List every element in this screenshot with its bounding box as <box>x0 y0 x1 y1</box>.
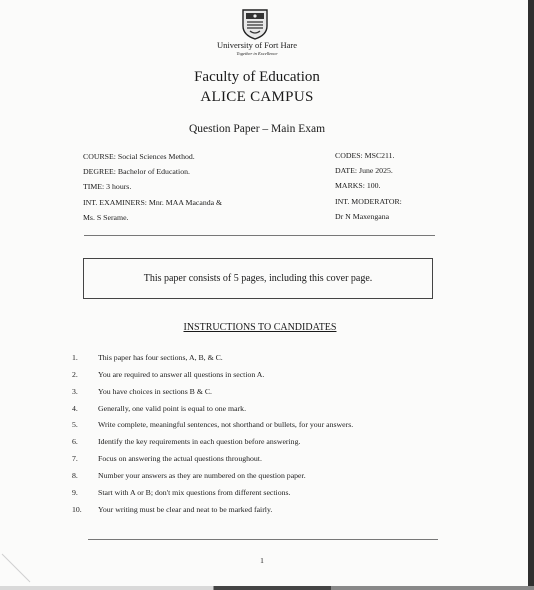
item-text: Generally, one valid point is equal to one mark. <box>98 403 247 413</box>
item-text: Identify the key requirements in each question before answering. <box>98 437 301 447</box>
university-crest-icon <box>241 8 269 40</box>
university-motto: Together in Excellence <box>236 51 278 56</box>
item-number: 5. <box>72 420 78 430</box>
instructions-list <box>72 353 353 521</box>
list-item <box>72 387 353 404</box>
time-line: TIME: 3 hours. <box>83 182 132 192</box>
codes-line: CODES: MSC211. <box>335 151 395 160</box>
divider <box>84 235 435 236</box>
examiners-line: INT. EXAMINERS: Mnr. MAA Macanda & <box>83 197 223 207</box>
list-item <box>72 353 353 370</box>
degree-line: DEGREE: Bachelor of Education. <box>83 167 190 177</box>
item-number: 7. <box>72 454 78 464</box>
item-text: Your writing must be clear and neat to be marked fairly. <box>98 504 273 514</box>
item-number: 1. <box>72 353 78 362</box>
marks-line: MARKS: 100. <box>335 181 381 191</box>
item-number: 2. <box>72 369 78 379</box>
page-count-text: This paper consists of 5 pages, including this cover page. <box>143 273 373 284</box>
university-name: University of Fort Hare <box>216 40 298 50</box>
item-number: 9. <box>72 487 78 497</box>
list-item <box>72 488 353 505</box>
item-text: Write complete, meaningful sentences, not shorthand or bullets, for your answers. <box>98 420 354 430</box>
item-text: Focus on answering the actual questions throughout. <box>98 454 262 464</box>
item-text: You are required to answer all questions in section A. <box>98 369 265 379</box>
viewer-edge <box>528 0 534 590</box>
divider <box>88 539 438 540</box>
item-number: 6. <box>72 437 78 447</box>
faculty-title: Faculty of Education <box>194 69 320 85</box>
item-number: 10. <box>72 504 82 514</box>
page-number: 1 <box>260 556 264 565</box>
moderator-label: INT. MODERATOR: <box>335 196 402 206</box>
exam-details-left <box>83 149 222 225</box>
instructions-heading: INSTRUCTIONS TO CANDIDATES <box>183 322 337 333</box>
campus-title: ALICE CAMPUS <box>200 89 314 105</box>
viewer-bottom-bar <box>0 586 534 590</box>
item-text: Number your answers as they are numbered on the question paper. <box>98 470 306 480</box>
item-number: 4. <box>72 403 78 413</box>
moderator-name: Dr N Maxengana <box>335 211 390 221</box>
item-number: 8. <box>72 470 78 480</box>
exam-details-right <box>335 148 402 224</box>
item-text: This paper has four sections, A, B, & C. <box>98 353 223 362</box>
paper-fold-mark <box>0 548 34 584</box>
examiners-line-cont: Ms. S Serame. <box>83 212 129 222</box>
item-text: You have choices in sections B & C. <box>98 386 212 396</box>
page-count-notice <box>83 258 433 299</box>
item-number: 3. <box>72 386 78 396</box>
list-item <box>72 437 353 454</box>
list-item <box>72 471 353 488</box>
list-item <box>72 420 353 437</box>
date-line: DATE: June 2025. <box>335 166 393 176</box>
course-line: COURSE: Social Sciences Method. <box>83 152 195 161</box>
list-item <box>72 370 353 387</box>
item-text: Start with A or B; don't mix questions from different sections. <box>98 487 291 497</box>
list-item <box>72 404 353 421</box>
list-item <box>72 505 353 522</box>
list-item <box>72 454 353 471</box>
paper-title: Question Paper – Main Exam <box>188 123 326 135</box>
